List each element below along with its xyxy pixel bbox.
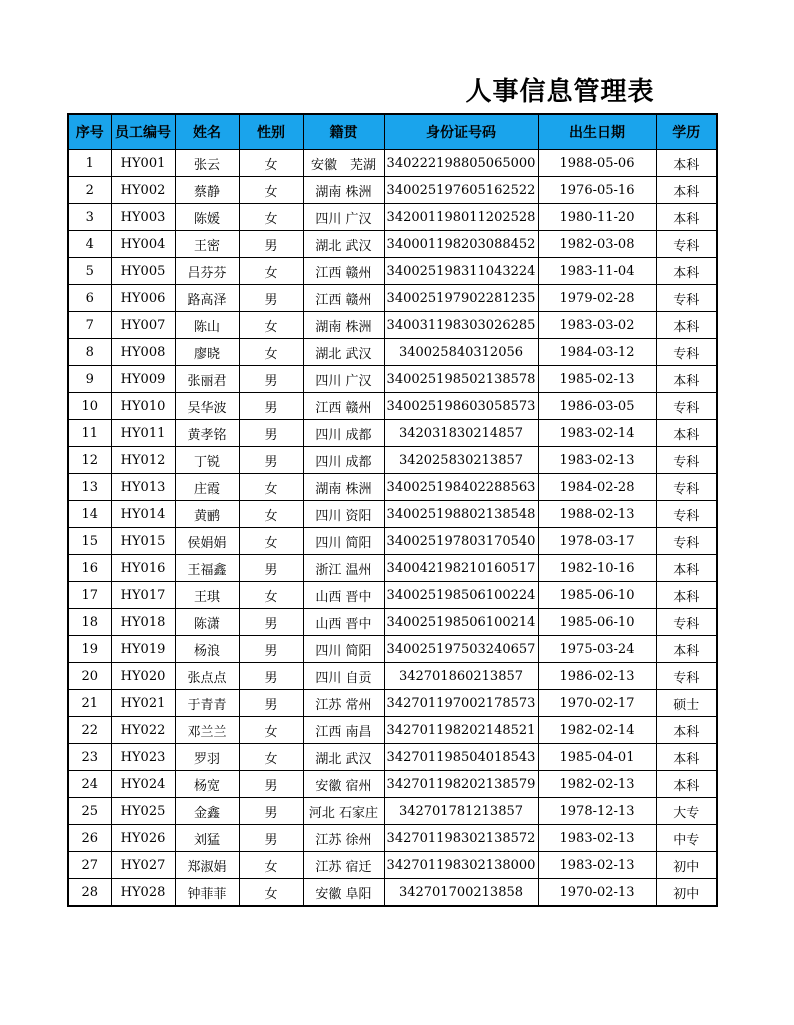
cell-gender[interactable]: 女 — [239, 717, 303, 744]
cell-birth-date[interactable]: 1984-03-12 — [538, 339, 656, 366]
cell-name[interactable]: 廖晓 — [175, 339, 239, 366]
cell-education[interactable]: 本科 — [656, 177, 717, 204]
cell-gender[interactable]: 男 — [239, 285, 303, 312]
cell-id-card[interactable]: 340031198303026285 — [384, 312, 538, 339]
cell-seq[interactable]: 9 — [68, 366, 111, 393]
cell-employee-id[interactable]: HY008 — [111, 339, 175, 366]
cell-seq[interactable]: 18 — [68, 609, 111, 636]
cell-employee-id[interactable]: HY007 — [111, 312, 175, 339]
cell-birth-date[interactable]: 1983-03-02 — [538, 312, 656, 339]
header-cell-education[interactable]: 学历 — [656, 114, 717, 150]
cell-gender[interactable]: 女 — [239, 744, 303, 771]
cell-origin[interactable]: 江西 赣州 — [303, 258, 384, 285]
header-cell-origin[interactable]: 籍贯 — [303, 114, 384, 150]
cell-origin[interactable]: 湖北 武汉 — [303, 744, 384, 771]
cell-gender[interactable]: 男 — [239, 663, 303, 690]
cell-seq[interactable]: 12 — [68, 447, 111, 474]
cell-seq[interactable]: 28 — [68, 879, 111, 907]
cell-seq[interactable]: 24 — [68, 771, 111, 798]
cell-name[interactable]: 王福鑫 — [175, 555, 239, 582]
cell-id-card[interactable]: 340025197605162522 — [384, 177, 538, 204]
cell-origin[interactable]: 浙江 温州 — [303, 555, 384, 582]
header-cell-birth-date[interactable]: 出生日期 — [538, 114, 656, 150]
table-row — [68, 366, 717, 393]
cell-birth-date[interactable]: 1985-06-10 — [538, 609, 656, 636]
cell-education[interactable]: 专科 — [656, 285, 717, 312]
cell-employee-id[interactable]: HY018 — [111, 609, 175, 636]
cell-seq[interactable]: 23 — [68, 744, 111, 771]
cell-employee-id[interactable]: HY002 — [111, 177, 175, 204]
header-cell-employee-id[interactable]: 员工编号 — [111, 114, 175, 150]
cell-gender[interactable]: 女 — [239, 582, 303, 609]
cell-origin[interactable]: 湖南 株洲 — [303, 177, 384, 204]
cell-birth-date[interactable]: 1983-02-14 — [538, 420, 656, 447]
cell-name[interactable]: 张丽君 — [175, 366, 239, 393]
cell-birth-date[interactable]: 1988-05-06 — [538, 150, 656, 177]
cell-origin[interactable]: 湖北 武汉 — [303, 339, 384, 366]
cell-id-card[interactable]: 340222198805065000 — [384, 150, 538, 177]
cell-education[interactable]: 本科 — [656, 555, 717, 582]
cell-employee-id[interactable]: HY006 — [111, 285, 175, 312]
cell-origin[interactable]: 四川 成都 — [303, 447, 384, 474]
cell-origin[interactable]: 湖南 株洲 — [303, 312, 384, 339]
cell-name[interactable]: 蔡静 — [175, 177, 239, 204]
header-row — [68, 114, 717, 150]
cell-seq[interactable]: 19 — [68, 636, 111, 663]
cell-birth-date[interactable]: 1976-05-16 — [538, 177, 656, 204]
cell-name[interactable]: 侯娟娟 — [175, 528, 239, 555]
cell-gender[interactable]: 女 — [239, 474, 303, 501]
cell-birth-date[interactable]: 1970-02-13 — [538, 879, 656, 907]
cell-birth-date[interactable]: 1985-06-10 — [538, 582, 656, 609]
cell-seq[interactable]: 11 — [68, 420, 111, 447]
cell-origin[interactable]: 江苏 宿迁 — [303, 852, 384, 879]
cell-employee-id[interactable]: HY015 — [111, 528, 175, 555]
cell-gender[interactable]: 男 — [239, 393, 303, 420]
cell-id-card[interactable]: 342031830214857 — [384, 420, 538, 447]
cell-id-card[interactable]: 340025198502138578 — [384, 366, 538, 393]
cell-seq[interactable]: 17 — [68, 582, 111, 609]
cell-id-card[interactable]: 340025197803170540 — [384, 528, 538, 555]
cell-name[interactable]: 黄孝铭 — [175, 420, 239, 447]
cell-id-card[interactable]: 340025197902281235 — [384, 285, 538, 312]
cell-seq[interactable]: 7 — [68, 312, 111, 339]
table-row — [68, 528, 717, 555]
table-row — [68, 663, 717, 690]
table-row — [68, 393, 717, 420]
cell-employee-id[interactable]: HY020 — [111, 663, 175, 690]
cell-id-card[interactable]: 340042198210160517 — [384, 555, 538, 582]
table-row — [68, 798, 717, 825]
cell-seq[interactable]: 25 — [68, 798, 111, 825]
cell-education[interactable]: 初中 — [656, 852, 717, 879]
cell-gender[interactable]: 男 — [239, 609, 303, 636]
cell-education[interactable]: 本科 — [656, 636, 717, 663]
cell-education[interactable]: 本科 — [656, 717, 717, 744]
table-row — [68, 771, 717, 798]
cell-seq[interactable]: 10 — [68, 393, 111, 420]
cell-seq[interactable]: 5 — [68, 258, 111, 285]
cell-gender[interactable]: 男 — [239, 636, 303, 663]
table-row — [68, 717, 717, 744]
cell-education[interactable]: 本科 — [656, 771, 717, 798]
table-row — [68, 690, 717, 717]
cell-seq[interactable]: 16 — [68, 555, 111, 582]
cell-origin[interactable]: 江苏 徐州 — [303, 825, 384, 852]
cell-seq[interactable]: 15 — [68, 528, 111, 555]
table-row — [68, 825, 717, 852]
cell-name[interactable]: 王琪 — [175, 582, 239, 609]
cell-seq[interactable]: 8 — [68, 339, 111, 366]
cell-gender[interactable]: 男 — [239, 366, 303, 393]
cell-employee-id[interactable]: HY023 — [111, 744, 175, 771]
cell-education[interactable]: 专科 — [656, 528, 717, 555]
cell-origin[interactable]: 江西 赣州 — [303, 393, 384, 420]
cell-education[interactable]: 本科 — [656, 744, 717, 771]
page-title: 人事信息管理表 — [465, 77, 655, 107]
cell-education[interactable]: 中专 — [656, 825, 717, 852]
cell-seq[interactable]: 6 — [68, 285, 111, 312]
cell-id-card[interactable]: 342025830213857 — [384, 447, 538, 474]
cell-seq[interactable]: 2 — [68, 177, 111, 204]
cell-employee-id[interactable]: HY014 — [111, 501, 175, 528]
cell-gender[interactable]: 女 — [239, 528, 303, 555]
cell-id-card[interactable]: 342701198504018543 — [384, 744, 538, 771]
cell-birth-date[interactable]: 1982-02-14 — [538, 717, 656, 744]
table-row — [68, 285, 717, 312]
cell-id-card[interactable]: 340025198506100214 — [384, 609, 538, 636]
cell-birth-date[interactable]: 1983-02-13 — [538, 852, 656, 879]
cell-seq[interactable]: 4 — [68, 231, 111, 258]
cell-name[interactable]: 杨浪 — [175, 636, 239, 663]
cell-seq[interactable]: 27 — [68, 852, 111, 879]
cell-employee-id[interactable]: HY005 — [111, 258, 175, 285]
cell-name[interactable]: 吴华波 — [175, 393, 239, 420]
cell-employee-id[interactable]: HY024 — [111, 771, 175, 798]
table-row — [68, 555, 717, 582]
table-row — [68, 420, 717, 447]
cell-seq[interactable]: 1 — [68, 150, 111, 177]
cell-employee-id[interactable]: HY026 — [111, 825, 175, 852]
cell-education[interactable]: 专科 — [656, 393, 717, 420]
cell-origin[interactable]: 河北 石家庄 — [303, 798, 384, 825]
table-row — [68, 312, 717, 339]
cell-education[interactable]: 本科 — [656, 204, 717, 231]
staff-table — [67, 113, 718, 907]
cell-name[interactable]: 罗羽 — [175, 744, 239, 771]
cell-id-card[interactable]: 342701198202138579 — [384, 771, 538, 798]
cell-employee-id[interactable]: HY011 — [111, 420, 175, 447]
cell-education[interactable]: 本科 — [656, 366, 717, 393]
cell-education[interactable]: 专科 — [656, 663, 717, 690]
cell-name[interactable]: 路高泽 — [175, 285, 239, 312]
cell-employee-id[interactable]: HY019 — [111, 636, 175, 663]
cell-id-card[interactable]: 340025840312056 — [384, 339, 538, 366]
header-cell-name[interactable]: 姓名 — [175, 114, 239, 150]
cell-id-card[interactable]: 340025198802138548 — [384, 501, 538, 528]
cell-id-card[interactable]: 342701860213857 — [384, 663, 538, 690]
cell-gender[interactable]: 男 — [239, 231, 303, 258]
cell-name[interactable]: 黄鹂 — [175, 501, 239, 528]
cell-id-card[interactable]: 342701198302138000 — [384, 852, 538, 879]
table-row — [68, 609, 717, 636]
cell-employee-id[interactable]: HY027 — [111, 852, 175, 879]
cell-name[interactable]: 王密 — [175, 231, 239, 258]
cell-birth-date[interactable]: 1978-12-13 — [538, 798, 656, 825]
cell-id-card[interactable]: 340025198603058573 — [384, 393, 538, 420]
cell-origin[interactable]: 湖北 武汉 — [303, 231, 384, 258]
cell-name[interactable]: 金鑫 — [175, 798, 239, 825]
cell-name[interactable]: 钟菲菲 — [175, 879, 239, 907]
cell-gender[interactable]: 男 — [239, 555, 303, 582]
cell-education[interactable]: 专科 — [656, 609, 717, 636]
cell-education[interactable]: 本科 — [656, 582, 717, 609]
cell-education[interactable]: 本科 — [656, 150, 717, 177]
cell-gender[interactable]: 女 — [239, 258, 303, 285]
cell-gender[interactable]: 女 — [239, 339, 303, 366]
table-row — [68, 474, 717, 501]
cell-education[interactable]: 初中 — [656, 879, 717, 907]
cell-name[interactable]: 刘猛 — [175, 825, 239, 852]
cell-origin[interactable]: 四川 广汉 — [303, 366, 384, 393]
cell-birth-date[interactable]: 1979-02-28 — [538, 285, 656, 312]
cell-employee-id[interactable]: HY010 — [111, 393, 175, 420]
cell-employee-id[interactable]: HY001 — [111, 150, 175, 177]
cell-birth-date[interactable]: 1978-03-17 — [538, 528, 656, 555]
table-row — [68, 177, 717, 204]
cell-id-card[interactable]: 342701781213857 — [384, 798, 538, 825]
cell-id-card[interactable]: 340025198311043224 — [384, 258, 538, 285]
cell-birth-date[interactable]: 1982-03-08 — [538, 231, 656, 258]
cell-origin[interactable]: 四川 自贡 — [303, 663, 384, 690]
table-row — [68, 852, 717, 879]
cell-origin[interactable]: 四川 资阳 — [303, 501, 384, 528]
cell-education[interactable]: 专科 — [656, 501, 717, 528]
header-cell-gender[interactable]: 性别 — [239, 114, 303, 150]
cell-employee-id[interactable]: HY025 — [111, 798, 175, 825]
cell-name[interactable]: 郑淑娟 — [175, 852, 239, 879]
table-row — [68, 339, 717, 366]
cell-seq[interactable]: 13 — [68, 474, 111, 501]
cell-employee-id[interactable]: HY012 — [111, 447, 175, 474]
cell-origin[interactable]: 江苏 常州 — [303, 690, 384, 717]
cell-gender[interactable]: 女 — [239, 177, 303, 204]
cell-name[interactable]: 张点点 — [175, 663, 239, 690]
cell-education[interactable]: 本科 — [656, 258, 717, 285]
table-row — [68, 636, 717, 663]
cell-id-card[interactable]: 342701198202148521 — [384, 717, 538, 744]
cell-gender[interactable]: 男 — [239, 447, 303, 474]
cell-gender[interactable]: 女 — [239, 150, 303, 177]
cell-gender[interactable]: 女 — [239, 879, 303, 907]
cell-origin[interactable]: 安徽 阜阳 — [303, 879, 384, 907]
table-body — [68, 150, 717, 907]
cell-id-card[interactable]: 342001198011202528 — [384, 204, 538, 231]
cell-gender[interactable]: 男 — [239, 771, 303, 798]
cell-birth-date[interactable]: 1988-02-13 — [538, 501, 656, 528]
cell-education[interactable]: 本科 — [656, 312, 717, 339]
cell-name[interactable]: 陈媛 — [175, 204, 239, 231]
cell-id-card[interactable]: 342701700213858 — [384, 879, 538, 907]
cell-gender[interactable]: 女 — [239, 204, 303, 231]
cell-name[interactable]: 丁锐 — [175, 447, 239, 474]
cell-birth-date[interactable]: 1986-03-05 — [538, 393, 656, 420]
table-row — [68, 501, 717, 528]
cell-seq[interactable]: 26 — [68, 825, 111, 852]
cell-seq[interactable]: 22 — [68, 717, 111, 744]
cell-gender[interactable]: 女 — [239, 852, 303, 879]
cell-employee-id[interactable]: HY004 — [111, 231, 175, 258]
cell-birth-date[interactable]: 1983-02-13 — [538, 447, 656, 474]
cell-origin[interactable]: 江西 南昌 — [303, 717, 384, 744]
cell-origin[interactable]: 江西 赣州 — [303, 285, 384, 312]
cell-origin[interactable]: 山西 晋中 — [303, 582, 384, 609]
header-cell-id-card[interactable]: 身份证号码 — [384, 114, 538, 150]
cell-birth-date[interactable]: 1986-02-13 — [538, 663, 656, 690]
cell-origin[interactable]: 四川 简阳 — [303, 528, 384, 555]
cell-seq[interactable]: 14 — [68, 501, 111, 528]
cell-origin[interactable]: 湖南 株洲 — [303, 474, 384, 501]
cell-education[interactable]: 本科 — [656, 420, 717, 447]
cell-birth-date[interactable]: 1985-04-01 — [538, 744, 656, 771]
cell-employee-id[interactable]: HY003 — [111, 204, 175, 231]
cell-name[interactable]: 邓兰兰 — [175, 717, 239, 744]
cell-origin[interactable]: 四川 成都 — [303, 420, 384, 447]
cell-employee-id[interactable]: HY009 — [111, 366, 175, 393]
cell-employee-id[interactable]: HY013 — [111, 474, 175, 501]
cell-birth-date[interactable]: 1985-02-13 — [538, 366, 656, 393]
cell-education[interactable]: 大专 — [656, 798, 717, 825]
header-cell-seq[interactable]: 序号 — [68, 114, 111, 150]
cell-origin[interactable]: 四川 广汉 — [303, 204, 384, 231]
cell-seq[interactable]: 21 — [68, 690, 111, 717]
cell-name[interactable]: 吕芬芬 — [175, 258, 239, 285]
cell-id-card[interactable]: 340025197503240657 — [384, 636, 538, 663]
cell-employee-id[interactable]: HY022 — [111, 717, 175, 744]
cell-birth-date[interactable]: 1984-02-28 — [538, 474, 656, 501]
table-row — [68, 258, 717, 285]
cell-name[interactable]: 陈潇 — [175, 609, 239, 636]
cell-name[interactable]: 于青青 — [175, 690, 239, 717]
cell-gender[interactable]: 男 — [239, 825, 303, 852]
cell-employee-id[interactable]: HY016 — [111, 555, 175, 582]
table-row — [68, 204, 717, 231]
cell-name[interactable]: 庄霞 — [175, 474, 239, 501]
cell-birth-date[interactable]: 1982-10-16 — [538, 555, 656, 582]
cell-birth-date[interactable]: 1983-02-13 — [538, 825, 656, 852]
cell-origin[interactable]: 四川 简阳 — [303, 636, 384, 663]
table-row — [68, 744, 717, 771]
cell-birth-date[interactable]: 1980-11-20 — [538, 204, 656, 231]
cell-gender[interactable]: 女 — [239, 501, 303, 528]
cell-id-card[interactable]: 342701197002178573 — [384, 690, 538, 717]
cell-origin[interactable]: 安徽 宿州 — [303, 771, 384, 798]
cell-employee-id[interactable]: HY028 — [111, 879, 175, 907]
cell-gender[interactable]: 男 — [239, 420, 303, 447]
cell-birth-date[interactable]: 1975-03-24 — [538, 636, 656, 663]
cell-seq[interactable]: 3 — [68, 204, 111, 231]
cell-origin[interactable]: 山西 晋中 — [303, 609, 384, 636]
cell-gender[interactable]: 女 — [239, 312, 303, 339]
cell-education[interactable]: 专科 — [656, 339, 717, 366]
table-row — [68, 150, 717, 177]
cell-id-card[interactable]: 342701198302138572 — [384, 825, 538, 852]
cell-name[interactable]: 陈山 — [175, 312, 239, 339]
cell-seq[interactable]: 20 — [68, 663, 111, 690]
cell-id-card[interactable]: 340025198402288563 — [384, 474, 538, 501]
cell-employee-id[interactable]: HY021 — [111, 690, 175, 717]
cell-name[interactable]: 张云 — [175, 150, 239, 177]
cell-id-card[interactable]: 340001198203088452 — [384, 231, 538, 258]
cell-employee-id[interactable]: HY017 — [111, 582, 175, 609]
cell-id-card[interactable]: 340025198506100224 — [384, 582, 538, 609]
cell-gender[interactable]: 男 — [239, 798, 303, 825]
cell-birth-date[interactable]: 1983-11-04 — [538, 258, 656, 285]
cell-name[interactable]: 杨宽 — [175, 771, 239, 798]
cell-gender[interactable]: 男 — [239, 690, 303, 717]
cell-birth-date[interactable]: 1982-02-13 — [538, 771, 656, 798]
cell-education[interactable]: 专科 — [656, 447, 717, 474]
cell-birth-date[interactable]: 1970-02-17 — [538, 690, 656, 717]
table-row — [68, 879, 717, 907]
cell-origin[interactable]: 安徽 芜湖 — [303, 150, 384, 177]
cell-education[interactable]: 专科 — [656, 231, 717, 258]
cell-education[interactable]: 硕士 — [656, 690, 717, 717]
table-row — [68, 231, 717, 258]
table-row — [68, 447, 717, 474]
cell-education[interactable]: 专科 — [656, 474, 717, 501]
table-row — [68, 582, 717, 609]
